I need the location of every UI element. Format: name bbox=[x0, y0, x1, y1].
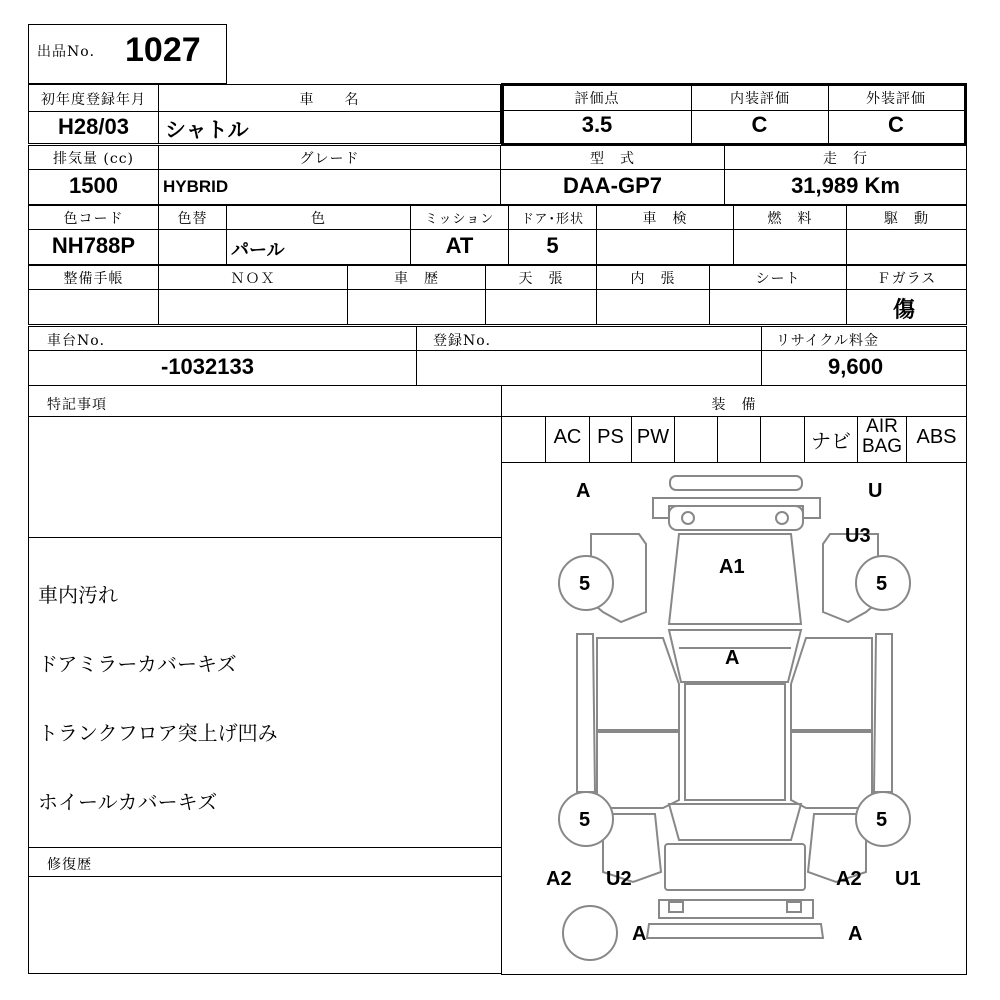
mileage-value: 31,989 Km bbox=[791, 173, 900, 198]
mark-front-left: A bbox=[576, 480, 591, 502]
glass-value: 傷 bbox=[893, 298, 916, 323]
roof-cell bbox=[485, 289, 597, 325]
exterior-label: 外装評価 bbox=[866, 91, 926, 107]
mark-rear-right-a: A2 bbox=[836, 868, 862, 890]
car-name-label: 車 名 bbox=[299, 92, 360, 108]
model-value: DAA-GP7 bbox=[562, 173, 662, 198]
left-rear-door bbox=[597, 732, 679, 808]
model-cell bbox=[500, 169, 725, 205]
mark-tire-fl: 5 bbox=[579, 573, 591, 595]
color-value: パール bbox=[231, 240, 285, 261]
repaint-header bbox=[158, 205, 227, 230]
remarks-list bbox=[38, 538, 278, 860]
recycle-label: リサイクル料金 bbox=[776, 333, 880, 349]
mark-tire-rr: 5 bbox=[876, 809, 888, 831]
model-header bbox=[500, 145, 725, 170]
mark-rear-bumper-left: A bbox=[632, 923, 647, 945]
repaint-cell bbox=[158, 229, 227, 265]
mission-cell bbox=[410, 229, 509, 265]
inspection-header bbox=[596, 205, 734, 230]
roof-label: 天 張 bbox=[518, 271, 564, 287]
equip-navi-label: ナビ bbox=[811, 429, 851, 453]
equip-pw bbox=[631, 416, 675, 463]
drive-cell bbox=[846, 229, 967, 265]
trunk-lid bbox=[665, 844, 805, 890]
front-grille bbox=[669, 506, 803, 530]
interior-label: 内装評価 bbox=[730, 91, 790, 107]
mileage-header bbox=[724, 145, 967, 170]
displacement-header bbox=[28, 145, 159, 170]
model-label: 型 式 bbox=[590, 151, 635, 167]
equip-abs bbox=[906, 416, 967, 463]
lot-number-label: 出品No． bbox=[37, 44, 105, 60]
mission-value: AT bbox=[445, 233, 474, 258]
mark-roof-front: A bbox=[725, 647, 740, 669]
mark-front-right: U bbox=[868, 480, 883, 502]
grade-cell bbox=[158, 169, 501, 205]
remark-line: ドアミラーカバーキズ bbox=[38, 652, 237, 676]
grade-header bbox=[158, 145, 501, 170]
fuel-cell bbox=[733, 229, 847, 265]
spare-tire bbox=[563, 906, 617, 960]
mark-rear-right-u: U1 bbox=[895, 868, 921, 890]
mission-label: ミッション bbox=[424, 212, 495, 227]
recycle-header bbox=[761, 326, 967, 351]
seat-header bbox=[709, 265, 847, 290]
lining-label: 内 張 bbox=[630, 271, 676, 287]
lot-number-box bbox=[28, 24, 227, 84]
notes-label: 特記事項 bbox=[47, 397, 107, 413]
mark-hood: A1 bbox=[719, 556, 745, 578]
chassis-header bbox=[28, 326, 417, 351]
equipment-header bbox=[501, 385, 967, 417]
regno-label: 登録No． bbox=[433, 333, 501, 349]
mark-tire-fr: 5 bbox=[876, 573, 888, 595]
mileage-cell bbox=[724, 169, 967, 205]
score-value: 3.5 bbox=[581, 112, 613, 137]
maintenance-header bbox=[28, 265, 159, 290]
colorcode-value: NH788P bbox=[51, 233, 136, 258]
repair-body bbox=[28, 876, 502, 974]
displacement-cell bbox=[28, 169, 159, 205]
inspection-label: 車 検 bbox=[642, 211, 688, 227]
right-side-sill bbox=[874, 634, 892, 792]
seat-cell bbox=[709, 289, 847, 325]
equip-ac bbox=[545, 416, 590, 463]
colorcode-cell bbox=[28, 229, 159, 265]
exterior-header bbox=[828, 85, 964, 111]
glass-label: Ｆガラス bbox=[876, 271, 937, 287]
nox-header bbox=[158, 265, 348, 290]
hood bbox=[669, 534, 801, 624]
equipment-row bbox=[501, 416, 967, 463]
displacement-label: 排気量 (cc) bbox=[52, 151, 135, 167]
mission-header bbox=[410, 205, 509, 230]
grade-value: HYBRID bbox=[163, 177, 229, 196]
reg-date-value: H28/03 bbox=[58, 114, 129, 139]
drive-label: 駆 動 bbox=[884, 211, 929, 227]
equip-abs-label: ABS bbox=[916, 426, 957, 448]
interior-header bbox=[691, 85, 829, 111]
front-bumper-top bbox=[670, 476, 802, 490]
seat-label: シート bbox=[755, 271, 801, 287]
recycle-cell bbox=[761, 350, 967, 386]
exterior-cell bbox=[828, 110, 964, 144]
lining-header bbox=[596, 265, 710, 290]
chassis-label: 車台No． bbox=[47, 333, 115, 349]
mark-tire-rl: 5 bbox=[579, 809, 591, 831]
remark-line: トランクフロア突上げ凹み bbox=[38, 721, 278, 745]
repair-header bbox=[28, 847, 502, 877]
lining-cell bbox=[596, 289, 710, 325]
displacement-value: 1500 bbox=[69, 173, 118, 198]
remark-line: 車内汚れ bbox=[38, 583, 118, 607]
car-name-cell bbox=[158, 111, 501, 144]
maintenance-label: 整備手帳 bbox=[63, 271, 124, 287]
grade-label: グレード bbox=[299, 151, 360, 167]
rear-window bbox=[669, 804, 801, 840]
mileage-label: 走 行 bbox=[823, 151, 868, 167]
notes-header bbox=[28, 385, 502, 417]
car-damage-diagram bbox=[503, 462, 966, 974]
equip-ac-label: AC bbox=[553, 426, 582, 448]
fuel-label: 燃 料 bbox=[767, 211, 813, 227]
roof bbox=[685, 684, 785, 800]
equip-slot bbox=[760, 416, 805, 463]
left-front-door bbox=[597, 638, 679, 730]
mark-rear-bumper-right: A bbox=[848, 923, 863, 945]
remark-line: ホイールカバーキズ bbox=[38, 790, 218, 814]
mark-fender-right: U3 bbox=[845, 525, 871, 547]
reg-date-label: 初年度登録年月 bbox=[41, 92, 146, 108]
equip-slot bbox=[674, 416, 718, 463]
maintenance-cell bbox=[28, 289, 159, 325]
door-value: 5 bbox=[546, 233, 559, 258]
equip-slot bbox=[501, 416, 546, 463]
colorcode-label: 色コード bbox=[63, 211, 124, 227]
fuel-header bbox=[733, 205, 847, 230]
right-front-door bbox=[791, 638, 872, 730]
equip-pw-label: PW bbox=[636, 426, 670, 448]
reg-date-cell bbox=[28, 111, 159, 144]
equip-navi bbox=[804, 416, 858, 463]
colorcode-header bbox=[28, 205, 159, 230]
history-label: 車 歴 bbox=[394, 271, 439, 287]
roof-header bbox=[485, 265, 597, 290]
chassis-value: -1032133 bbox=[161, 354, 254, 379]
interior-value: C bbox=[751, 112, 768, 137]
door-header bbox=[508, 205, 597, 230]
mark-rear-left-u: U2 bbox=[606, 868, 632, 890]
glass-cell bbox=[846, 289, 967, 325]
door-cell bbox=[508, 229, 597, 265]
score-header bbox=[503, 85, 692, 111]
equip-airbag-label: AIR BAG bbox=[861, 416, 903, 457]
lot-number-value: 1027 bbox=[125, 31, 201, 69]
recycle-value: 9,600 bbox=[828, 354, 884, 379]
history-header bbox=[347, 265, 486, 290]
score-label: 評価点 bbox=[574, 91, 620, 107]
nox-cell bbox=[158, 289, 348, 325]
interior-cell bbox=[691, 110, 829, 144]
repaint-label: 色替 bbox=[177, 211, 208, 227]
car-name-value: シャトル bbox=[165, 118, 249, 142]
score-cell bbox=[503, 110, 692, 144]
front-bumper bbox=[653, 498, 820, 518]
regno-header bbox=[416, 326, 762, 351]
color-cell bbox=[226, 229, 411, 265]
exterior-value: C bbox=[888, 112, 904, 137]
reg-date-header bbox=[28, 84, 159, 112]
equip-ps-label: PS bbox=[597, 426, 624, 448]
regno-cell bbox=[416, 350, 762, 386]
car-name-header bbox=[158, 84, 501, 112]
left-side-sill bbox=[577, 634, 595, 792]
equip-ps bbox=[589, 416, 632, 463]
history-cell bbox=[347, 289, 486, 325]
equip-slot bbox=[717, 416, 761, 463]
mark-rear-left-a: A2 bbox=[546, 868, 572, 890]
equip-airbag bbox=[857, 416, 907, 463]
inspection-cell bbox=[596, 229, 734, 265]
rear-bumper-lower bbox=[647, 924, 823, 938]
color-label: 色 bbox=[311, 211, 326, 227]
equipment-label: 装 備 bbox=[711, 397, 757, 413]
repair-label: 修復歴 bbox=[47, 857, 92, 873]
drive-header bbox=[846, 205, 967, 230]
nox-label: ＮＯＸ bbox=[230, 271, 276, 287]
glass-header bbox=[846, 265, 967, 290]
color-header bbox=[226, 205, 411, 230]
right-rear-door bbox=[791, 732, 872, 808]
door-label: ドア･形状 bbox=[520, 212, 585, 227]
chassis-cell bbox=[28, 350, 417, 386]
